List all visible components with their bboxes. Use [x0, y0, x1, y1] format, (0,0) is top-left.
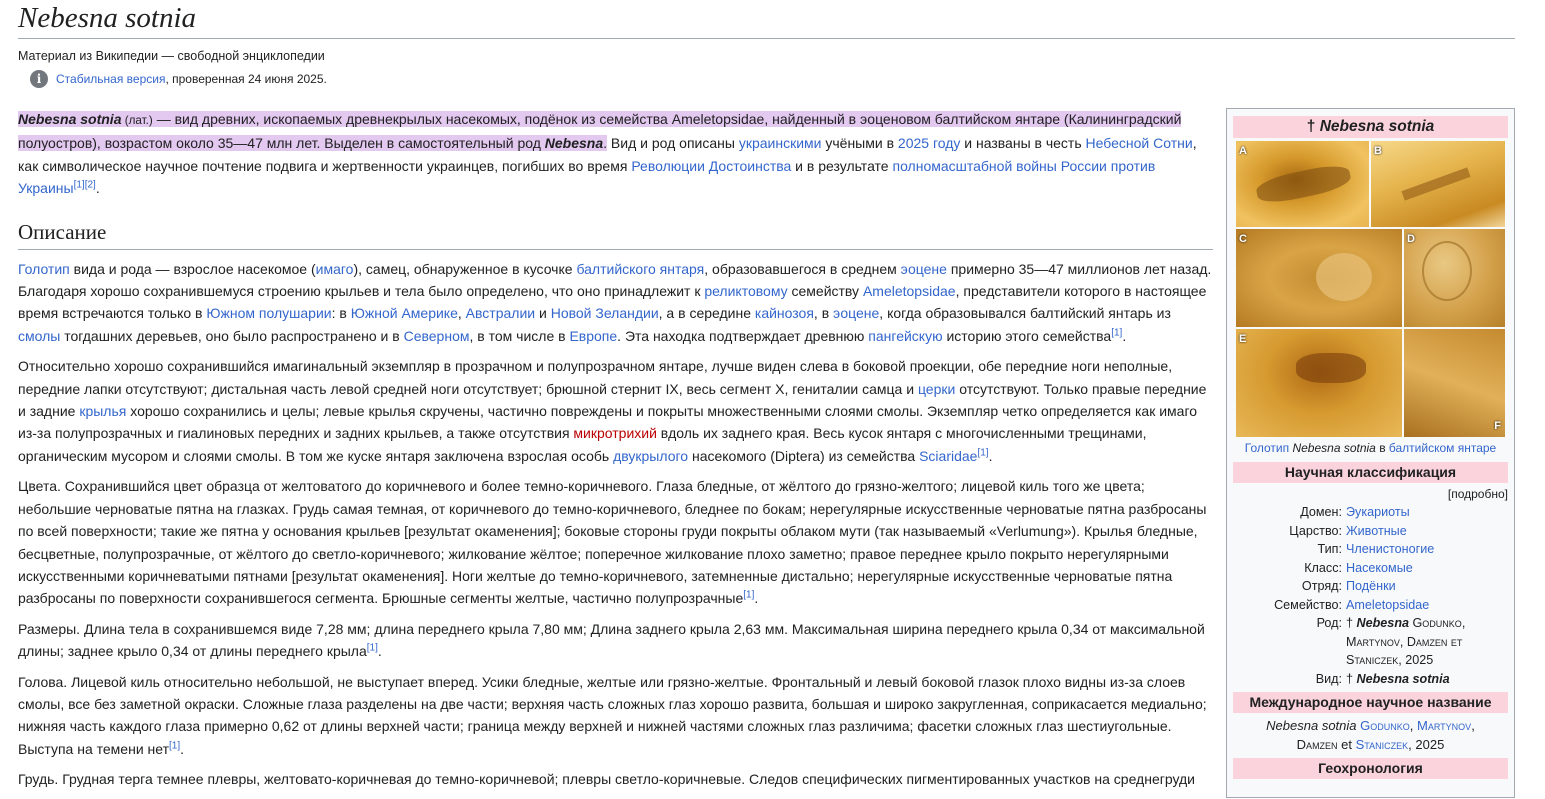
text: ), самец, обнаруженное в кусочке — [353, 260, 577, 277]
reference-link[interactable]: [1] — [743, 589, 755, 601]
classification-row-genus — [1233, 614, 1508, 670]
reference-link[interactable]: [1] — [73, 179, 85, 191]
link-baltic-amber[interactable]: балтийском янтаре — [1388, 441, 1497, 455]
link-south-america[interactable]: Южной Америке — [350, 305, 458, 322]
text: , — [457, 305, 466, 322]
genus-authors: Godunko, Martynov, Damzen et Staniczek, 2025 — [1346, 616, 1466, 667]
image-panel-a — [1236, 141, 1369, 227]
text: тогдашних деревьев, оно было распространено и в — [60, 327, 404, 344]
lead-text: . — [95, 180, 100, 197]
lead-text: учёными в — [821, 135, 898, 152]
paragraph — [18, 258, 1213, 348]
rank-value-link[interactable]: Ameletopsidae — [1346, 597, 1430, 612]
text: Грудь. Грудная терга темнее плевры, желтовато-коричневая до темно-коричневой; плевры светло-коричневые. Следов специфических пигментированных участков на среднегруди — [18, 771, 1195, 788]
link-diptera[interactable]: двукрылого — [613, 447, 689, 464]
page-title: Nebesna sotnia — [18, 2, 197, 34]
rank-value-link[interactable]: Насекомые — [1346, 560, 1413, 575]
rank-label: Род: — [1316, 616, 1342, 630]
link-full-scale-war[interactable]: полномасштабной войны России против Украины — [18, 157, 1156, 197]
link-holotype[interactable]: Голотип — [1244, 441, 1290, 455]
reference-link[interactable]: [2] — [84, 179, 96, 191]
lead-text: и названы в честь — [960, 135, 1086, 152]
rank-label: Отряд: — [1301, 579, 1342, 593]
link-pangean[interactable]: пангейскую — [868, 327, 943, 344]
genus-name: Nebesna — [1356, 616, 1410, 630]
link-ameletopsidae[interactable]: Ameletopsidae — [862, 283, 956, 300]
rank-label: Домен: — [1300, 505, 1342, 519]
classification-row — [1233, 503, 1508, 522]
text: и — [535, 305, 551, 322]
text: , а в середине — [658, 305, 755, 322]
lead-paragraph — [18, 108, 1213, 200]
panel-label: E — [1239, 333, 1247, 345]
link-ukrainian[interactable]: украинскими — [738, 135, 822, 152]
link-resin[interactable]: смолы — [18, 327, 61, 344]
international-name — [1233, 716, 1508, 754]
separator: et — [1337, 737, 1356, 752]
rank-label: Царство: — [1289, 523, 1342, 538]
classification-row — [1233, 596, 1508, 615]
holotype-image[interactable] — [1236, 141, 1505, 437]
panel-label: D — [1407, 233, 1415, 245]
link-year-2025[interactable]: 2025 году — [897, 135, 961, 152]
author-link[interactable]: Godunko — [1360, 718, 1410, 733]
text: , образовавшегося в среднем — [704, 260, 901, 277]
lead-text: и в результате — [791, 157, 893, 174]
site-tagline: Материал из Википедии — свободной энциклопедии — [18, 49, 325, 63]
text: . Эта находка подтверждает древнюю — [617, 327, 869, 344]
international-name-header: Международное научное название — [1233, 692, 1508, 713]
year-text: , 2025 — [1408, 737, 1445, 752]
paragraph — [18, 768, 1213, 790]
text: . — [377, 643, 382, 660]
latin-note: (лат.) — [121, 114, 153, 127]
image-panel-b — [1371, 141, 1505, 227]
link-eocene[interactable]: эоцене — [900, 260, 947, 277]
link-southern-hemisphere[interactable]: Южном полушарии — [206, 305, 332, 322]
text: Размеры. Длина тела в сохранившемся виде 7,28 мм; длина переднего крыла 7,80 мм; Длина заднего крыла 2,63 мм. Максимальная ширина переднего крыла 0,34 от максимальной длины; заднее крыло 0,34 от длины переднего крыла — [18, 620, 1205, 660]
infobox — [1226, 108, 1515, 798]
info-icon: i — [30, 70, 48, 88]
image-panel-d — [1404, 229, 1505, 327]
text: хорошо сохранились и целы; левые крылья скручены, частично повреждены и покрыты множественными слоями смолы. Экземпляр четко определяется как имаго из-за полупрозрачных и гиалиновых передних и задних крыльев, а также отсутствия — [18, 403, 1198, 442]
classification-row — [1233, 522, 1508, 541]
title-divider — [18, 38, 1515, 39]
rank-label: Класс: — [1304, 560, 1342, 575]
paragraph — [18, 618, 1213, 663]
extinct-mark: † — [1306, 118, 1320, 135]
text: . — [988, 447, 993, 464]
rank-label: Семейство: — [1274, 597, 1342, 612]
stable-version-text: , проверенная 24 июня 2025. — [165, 72, 327, 86]
redlink-microtrichia[interactable]: микротрихий — [573, 425, 657, 442]
lead-text: Вид и род описаны — [607, 135, 739, 152]
extinct-mark: † — [1346, 616, 1357, 630]
text: вдоль их заднего края. Весь кусок янтаря с многочисленными трещинами, органическим мусором и слоями смолы. В том же куске янтаря заключена взрослая особь — [18, 425, 1147, 464]
classification-table — [1233, 503, 1508, 688]
reference-link[interactable]: [1] — [366, 642, 378, 654]
infobox-title-text: Nebesna sotnia — [1319, 118, 1435, 135]
article-body — [18, 108, 1213, 799]
text: . — [754, 590, 759, 607]
text: , представители которого в настоящее время встречаются только в — [18, 283, 1207, 322]
text: . — [180, 740, 185, 757]
separator: , — [1471, 718, 1475, 733]
link-holotype[interactable]: Голотип — [18, 260, 70, 277]
paragraph — [18, 671, 1213, 761]
paragraph — [18, 355, 1213, 467]
rank-value-link[interactable]: Членистоногие — [1346, 542, 1435, 556]
caption-taxon: Nebesna sotnia — [1289, 441, 1376, 455]
infobox-title — [1233, 116, 1508, 138]
link-imago[interactable]: имаго — [315, 260, 354, 277]
section-heading-description: Описание — [18, 218, 1213, 250]
species-value — [1346, 670, 1508, 689]
link-australia[interactable]: Австралии — [465, 305, 536, 322]
text: : в — [331, 305, 351, 322]
link-revolution-of-dignity[interactable]: Революции Достоинства — [631, 157, 792, 174]
text: , в — [813, 305, 834, 322]
lead-text: . — [603, 135, 608, 152]
caption-text: в — [1375, 441, 1389, 455]
text: Относительно хорошо сохранившийся имагинальный экземпляр в прозрачном и полупрозрачном янтаре, лучше виден слева в боковой проекции, обе передние ноги неполные, передние лапки отсутствуют; дистальная часть левой средней ноги отсутствует; брюшной стернит IX, весь сегмент X, гениталии самца и — [18, 358, 1173, 397]
link-eocene[interactable]: эоцене — [833, 305, 880, 322]
panel-label: C — [1239, 233, 1247, 245]
genus-name: Nebesna — [544, 135, 604, 152]
stable-version-link[interactable]: Стабильная версия — [56, 72, 166, 86]
lead-text: — вид древних, ископаемых древнекрылых насекомых, подёнок из семейства Ameletopsidae, найденный в эоценовом балтийском янтаре (Калининградский полуостров), возрастом около 35—47 млн лет. Выделен в самостоятельный род — [18, 111, 1182, 152]
link-sciaridae[interactable]: Sciaridae — [919, 447, 978, 464]
text: Голова. Лицевой киль относительно небольшой, не выступает вперед. Усики бледные, желтые или грязно-желтые. Фронтальный и левый боковой глазок плохо видны из-за слоев смолы, все без заметной окраски. Сложные глаза разделены на две части; верхняя часть сложных глаз хорошо развита, большая и широко закругленная, соприкасается медиально; нижняя часть каждого глаза примерно 0,62 от длины верхней части; граница между верхней и нижней частями сложных глаз различима; фасетки сложных глаз шестиугольные. Выступа на темени нет — [18, 673, 1207, 757]
classification-row — [1233, 540, 1508, 559]
species-name: Nebesna sotnia — [1356, 671, 1450, 686]
text: , когда образовывался балтийский янтарь из — [879, 305, 1171, 322]
separator: , — [1409, 718, 1417, 733]
classification-row — [1233, 559, 1508, 578]
details-link[interactable]: [подробно] — [1447, 487, 1508, 501]
reference-link[interactable]: [1] — [1111, 327, 1123, 339]
link-northern[interactable]: Северном — [403, 327, 470, 344]
link-new-zealand[interactable]: Новой Зеландии — [550, 305, 659, 322]
classification-row-species — [1233, 670, 1508, 689]
rank-value-link[interactable]: Подёнки — [1346, 579, 1396, 593]
text: примерно 35—47 миллионов лет назад. Благодаря хорошо сохранившемуся строению крыльев и тела было определено, что оно принадлежит к — [18, 260, 1212, 300]
author-link[interactable]: Staniczek — [1355, 737, 1409, 752]
rank-label: Тип: — [1317, 542, 1342, 556]
text: , в том числе в — [469, 327, 570, 344]
paragraph — [18, 475, 1213, 609]
author-link[interactable]: Martynov — [1417, 718, 1472, 733]
stable-version-notice — [30, 70, 327, 88]
text: семейству — [787, 283, 863, 300]
author-text: Damzen — [1296, 737, 1338, 752]
image-panel-c — [1236, 229, 1402, 327]
image-panel-f — [1404, 329, 1505, 437]
geochronology-header: Геохронология — [1233, 758, 1508, 779]
image-panel-e — [1236, 329, 1402, 437]
intl-taxon-name: Nebesna sotnia — [1266, 718, 1357, 733]
rank-value-link[interactable]: Животные — [1346, 523, 1407, 538]
link-relict[interactable]: реликтовому — [704, 283, 788, 300]
link-cenozoic[interactable]: кайнозоя — [754, 305, 814, 322]
extinct-mark: † — [1346, 671, 1357, 686]
reference-link[interactable]: [1] — [169, 740, 181, 752]
classification-header: Научная классификация — [1233, 462, 1508, 483]
link-wings[interactable]: крылья — [79, 403, 127, 420]
link-cerci[interactable]: церки — [917, 380, 956, 397]
panel-label: B — [1374, 145, 1382, 157]
text: отсутствуют. Только правые передние и задние — [18, 380, 1207, 420]
link-europe[interactable]: Европе — [569, 327, 618, 344]
rank-value-link[interactable]: Эукариоты — [1346, 505, 1410, 519]
link-baltic-amber[interactable]: балтийского янтаря — [576, 260, 705, 277]
panel-label: A — [1239, 145, 1247, 157]
text: историю этого семейства — [942, 327, 1112, 344]
text: . — [1122, 327, 1127, 344]
text: вида и рода — взрослое насекомое ( — [69, 260, 316, 277]
panel-label: F — [1494, 419, 1501, 432]
genus-value — [1346, 614, 1508, 670]
reference-link[interactable]: [1] — [977, 447, 989, 459]
classification-row — [1233, 577, 1508, 596]
text: Цвета. Сохранившийся цвет образца от желтоватого до коричневого и более темно-коричневого. Глаза бледные, от жёлтого до грязно-желтого; лицевой киль того же цвета; небольшие черноватые пятна на глазках. Грудь самая темная, от коричневого до темно-коричневого, бледнее по бокам; нерегулярные искусственные черноватые пятна разбросаны по всей поверхности; такие же пятна у основания крыльев [результат окаменения]; боковые стороны груди покрыты облаком мути (так называемый «Verlumung»). Крылья бледные, бесцветные, полупрозрачные, от жёлтого до светло-коричневого; жилкование жёлтое; поперечное жилкование плохо заметно; правое переднее крыло покрыто нерегулярными искусственными коричневатыми пятнами [результат окаменения]. Ноги желтые до темно-коричневого, затемненные дистально; нерегулярные искусственные черноватые пятна разбросаны по поверхности сохранившегося сегмента. Брюшные сегменты желтые, частично полупрозрачные — [18, 478, 1207, 607]
lead-text: , как символическое научное почтение подвига и жертвенности украинцев, погибших во время — [18, 135, 1197, 174]
rank-label: Вид: — [1315, 671, 1342, 686]
link-heavenly-hundred[interactable]: Небесной Сотни — [1085, 135, 1193, 152]
taxon-name: Nebesna sotnia — [18, 111, 122, 127]
image-caption — [1233, 440, 1508, 456]
text: насекомого (Diptera) из семейства — [688, 447, 920, 464]
